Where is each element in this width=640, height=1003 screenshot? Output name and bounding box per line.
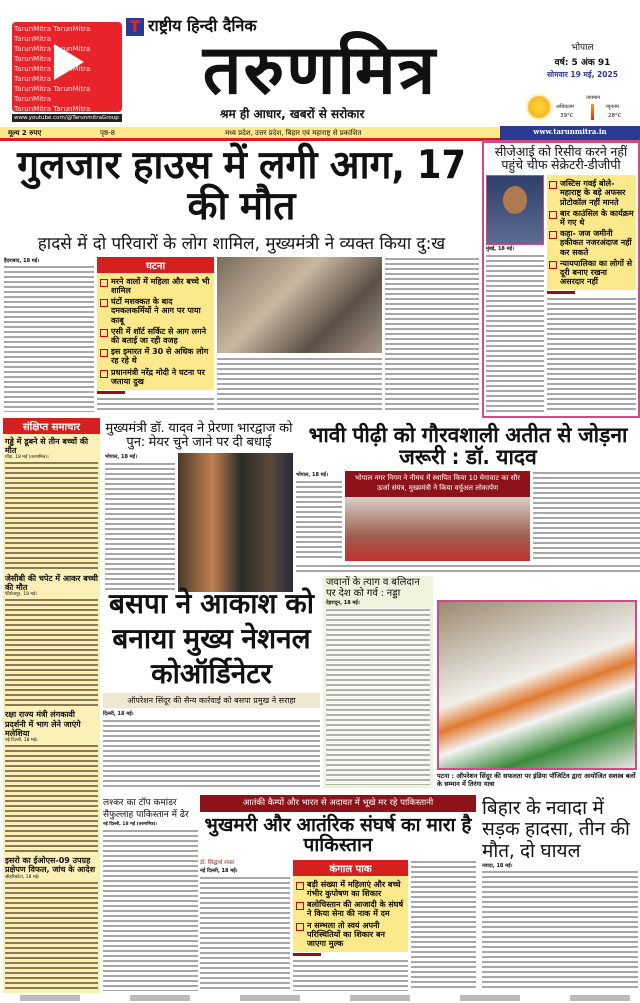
edition: वर्ष: 5 अंक 91 (554, 58, 611, 68)
fire-scene-photo[interactable] (217, 257, 382, 353)
lead-body (4, 265, 94, 412)
nadda-story (323, 576, 433, 788)
bihar-headline[interactable]: बिहार के नवादा में सड़क हादसा, तीन की मौत, दो घायल (482, 797, 630, 862)
bullet-item: कहा- जज जमीनी हकीकत नजरअंदाज नहीं कर सकते (549, 229, 634, 257)
briefs-title: संक्षिप्त समाचार (3, 418, 100, 434)
lead-dateline: हैदराबाद, 18 मई। (4, 257, 40, 264)
brief-4-dateline: श्रीहरिकोटा, 18 मई। (5, 874, 40, 880)
bsp-dateline: दिल्ली, 18 मई। (103, 711, 134, 717)
mayor-photo[interactable] (178, 453, 293, 592)
print-registration-marks (0, 995, 640, 1001)
pak-body-2 (293, 959, 408, 991)
brief-4-headline[interactable]: इसरो का ईओएस-09 उपग्रह प्रक्षेपण विफल, जांच के आदेश (5, 856, 96, 875)
bullet-item: प्रधानमंत्री नरेंद्र मोदी ने घटना पर जताया दुख (100, 368, 211, 386)
pak-dateline: नई दिल्ली, 18 मई। (200, 868, 238, 875)
weather-min: 28°C (608, 113, 622, 119)
kangal-pak-title: कंगाल पाक (293, 860, 408, 876)
sun-icon (528, 96, 550, 118)
bihar-story (482, 798, 638, 991)
mayor-story (105, 422, 293, 592)
cji-bullets (547, 175, 636, 290)
cji-dateline: मुंबई, 18 मई। (486, 246, 514, 253)
bullet-item: एसी में शॉर्ट सर्किट से आग लगने की बताई जा रही वजह (100, 327, 211, 345)
bsp-subhead: ऑपरेशन सिंदूर की सैन्य कार्रवाई को बसपा प्रमुख ने सराहा (103, 693, 320, 708)
yadav-body (296, 480, 342, 561)
cji-body (486, 254, 544, 413)
youtube-promo[interactable] (12, 22, 122, 112)
bihar-dateline: नवादा, 18 मई। (482, 862, 513, 869)
newspaper-title: तरुणमित्र (202, 31, 438, 110)
lead-factbox (97, 257, 214, 390)
brief-3-body (5, 744, 98, 853)
mayor-body (105, 462, 175, 592)
lashkar-story (103, 798, 198, 991)
yadav-body-3 (296, 564, 640, 574)
solar-event-photo[interactable] (345, 497, 530, 561)
price: मूल्य 2 रुपए (8, 129, 42, 137)
brief-2-dateline: फीरोजपुर, 18 मई। (5, 592, 37, 598)
tagline-top: राष्ट्रीय हिन्दी दैनिक (148, 16, 257, 35)
lead-story (4, 143, 479, 412)
bullet-item: जस्टिस गवई बोले- महाराष्ट्र के बड़े अफसर प्रोटोकॉल नहीं मानते (549, 179, 634, 207)
lead-body-4 (385, 257, 479, 412)
bullet-item: बलोचिस्तान की आजादी के संघर्ष ने किया सेना की नाक में दम (296, 900, 405, 918)
lead-subhead: हादसे में दो परिवारों के लोग शामिल, मुख्यमंत्री ने व्यक्त किया दु:ख (37, 233, 446, 254)
bullet-item: बड़ी संख्या में महिलाएं और बच्चे गंभीर कुपोषण का शिकार (296, 880, 405, 898)
pak-story (200, 795, 476, 991)
yadav-dateline: भोपाल, 18 मई। (296, 472, 329, 479)
pak-byline: डॉ. सिद्धार्थ शंकर (200, 859, 235, 866)
info-strip (0, 127, 640, 141)
pak-body-3 (411, 860, 476, 991)
website-link[interactable]: www.tarunmitra.in (500, 126, 640, 140)
date: सोमवार 19 मई, 2025 (547, 70, 618, 79)
tiranga-caption: पटना : ऑपरेशन सिंदूर की सफलता पर इंडिया पॉजिटिव द्वारा आयोजित सशस्त्र बलों के सम्मान में तिरंगा यात्रा (437, 772, 636, 789)
brief-1-body (5, 461, 98, 570)
briefs-column (3, 418, 100, 993)
tiranga-yatra-photo[interactable] (437, 600, 637, 770)
yadav-headline[interactable]: भावी पीढ़ी को गौरवशाली अतीत से जोड़ना जरूरी : डॉ. यादव (308, 423, 628, 470)
cji-body-2 (547, 297, 636, 413)
thermometer-icon (591, 104, 594, 120)
weather-label: तापमान (586, 95, 601, 101)
brief-4-body (5, 881, 98, 990)
lashkar-dateline: नई दिल्ली, 18 मई (तरुणमित्र)। (103, 822, 158, 828)
bullet-item: न सम्भला तो स्वयं अपनी परिस्थितियों का शिकार बन जाएगा मुल्क (296, 921, 405, 949)
bullet-item: इस इमारत में 30 से अधिक लोग रह रहे थे (100, 347, 211, 365)
nadda-dateline: देहरादून, 18 मई। (326, 600, 360, 606)
brief-1-dateline: गोंडा, 18 मई (तरुणमित्र)। (5, 455, 49, 461)
nadda-body (326, 608, 430, 786)
lead-body-2 (97, 397, 214, 412)
youtube-url[interactable]: www.youtube.com/@TarunmitraGroup (12, 114, 122, 122)
bullet-item: घंटों मशक्कत के बाद दमकलकर्मियों ने आग पर पाया काबू (100, 297, 211, 325)
yadav-story (296, 424, 640, 574)
brief-3-headline[interactable]: रक्षा राज्य मंत्री लंगकावी प्रदर्शनी में भाग लेने जाएंगे मलेशिया (5, 710, 81, 738)
published-states: मध्य प्रदेश, उत्तर प्रदेश, बिहार एवं महाराष्ट्र से प्रकाशित (225, 129, 362, 137)
city: भोपाल (571, 43, 594, 53)
lashkar-body (103, 829, 198, 991)
mayor-headline[interactable]: मुख्यमंत्री डॉ. यादव ने प्रेरणा भारद्वाज को पुन: मेयर चुने जाने पर दी बधाई (105, 421, 293, 450)
bullet-item: मरने वालों में महिला और बच्चे भी शामिल (100, 277, 211, 295)
factbox-title: घटना (97, 257, 214, 273)
weather-max: 39°C (560, 113, 574, 119)
page-count: पृष्ठ-8 (100, 129, 116, 137)
bsp-story (103, 586, 320, 790)
lashkar-headline[interactable]: लश्कर का टॉप कमांडर सैफुल्लाह पाकिस्तान में ढेर (103, 798, 189, 820)
solar-plant-box[interactable]: भोपाल नगर निगम ने नीमच में स्थापित किया 10 मेगावाट का सौर ऊर्जा संयंत्र, मुख्यमंत्री ने किया वर्चुअल लोकार्पण (345, 471, 530, 497)
logo-mark: T (126, 18, 144, 36)
bullet-item: बार काउंसिल के कार्यक्रम में गए थे (549, 209, 634, 227)
kangal-pak-box (293, 860, 408, 952)
weather-max-label: अधिकतम (556, 104, 574, 110)
pak-body (200, 876, 290, 991)
cji-headline[interactable]: सीजेआई को रिसीव करने नहीं पहुंचे चीफ सेक्रेटरी-डीजीपी (494, 144, 628, 173)
yt-brand-pattern: TarunMitra TarunMitra TarunMitra TarunMitra TarunMitra TarunMitra TarunMitra TarunMitra TarunMitra TarunMitra TarunMitra TarunMitra TarunMitra TarunMitra (14, 25, 91, 112)
nadda-headline[interactable]: जवानों के त्याग व बलिदान पर देश को गर्व : नड्डा (326, 577, 420, 599)
bsp-body (103, 719, 320, 791)
lead-body-3 (217, 357, 382, 412)
weather-min-label: न्यूनतम (606, 104, 619, 110)
play-icon (54, 44, 84, 80)
yadav-body-2 (533, 471, 640, 561)
brief-2-body (5, 598, 98, 707)
brief-1-headline[interactable]: गड्ढे में डूबने से तीन बच्चों की मौत (5, 437, 89, 456)
bsp-headline[interactable]: बसपा ने आकाश को बनाया मुख्य नेशनल कोऑर्डिनेटर (108, 587, 315, 690)
motto: श्रम ही आधार, खबरों से सरोकार (220, 107, 365, 121)
brief-3-dateline: नई दिल्ली, 18 मई। (5, 737, 38, 743)
cji-story (482, 140, 640, 418)
bullet-item: न्यायपालिका का लोगों से दूरी बनाए रखना असरदार नहीं (549, 259, 634, 287)
pak-headline[interactable]: भुखमरी और आतंरिक संघर्ष का मारा है पाकिस्तान (204, 814, 472, 856)
cji-photo[interactable] (486, 175, 544, 245)
bihar-body (482, 870, 638, 991)
pak-kicker: आतंकी कैम्पों और भारत से अदावत में भूखे मर रहे पाकिस्तानी (200, 795, 476, 812)
brief-2-headline[interactable]: जेसीबी की चपेट में आकर बच्ची की मौत (5, 573, 98, 592)
lead-headline[interactable]: गुलजार हाउस में लगी आग, 17 की मौत (17, 143, 466, 229)
mayor-dateline: भोपाल, 18 मई। (105, 454, 138, 461)
